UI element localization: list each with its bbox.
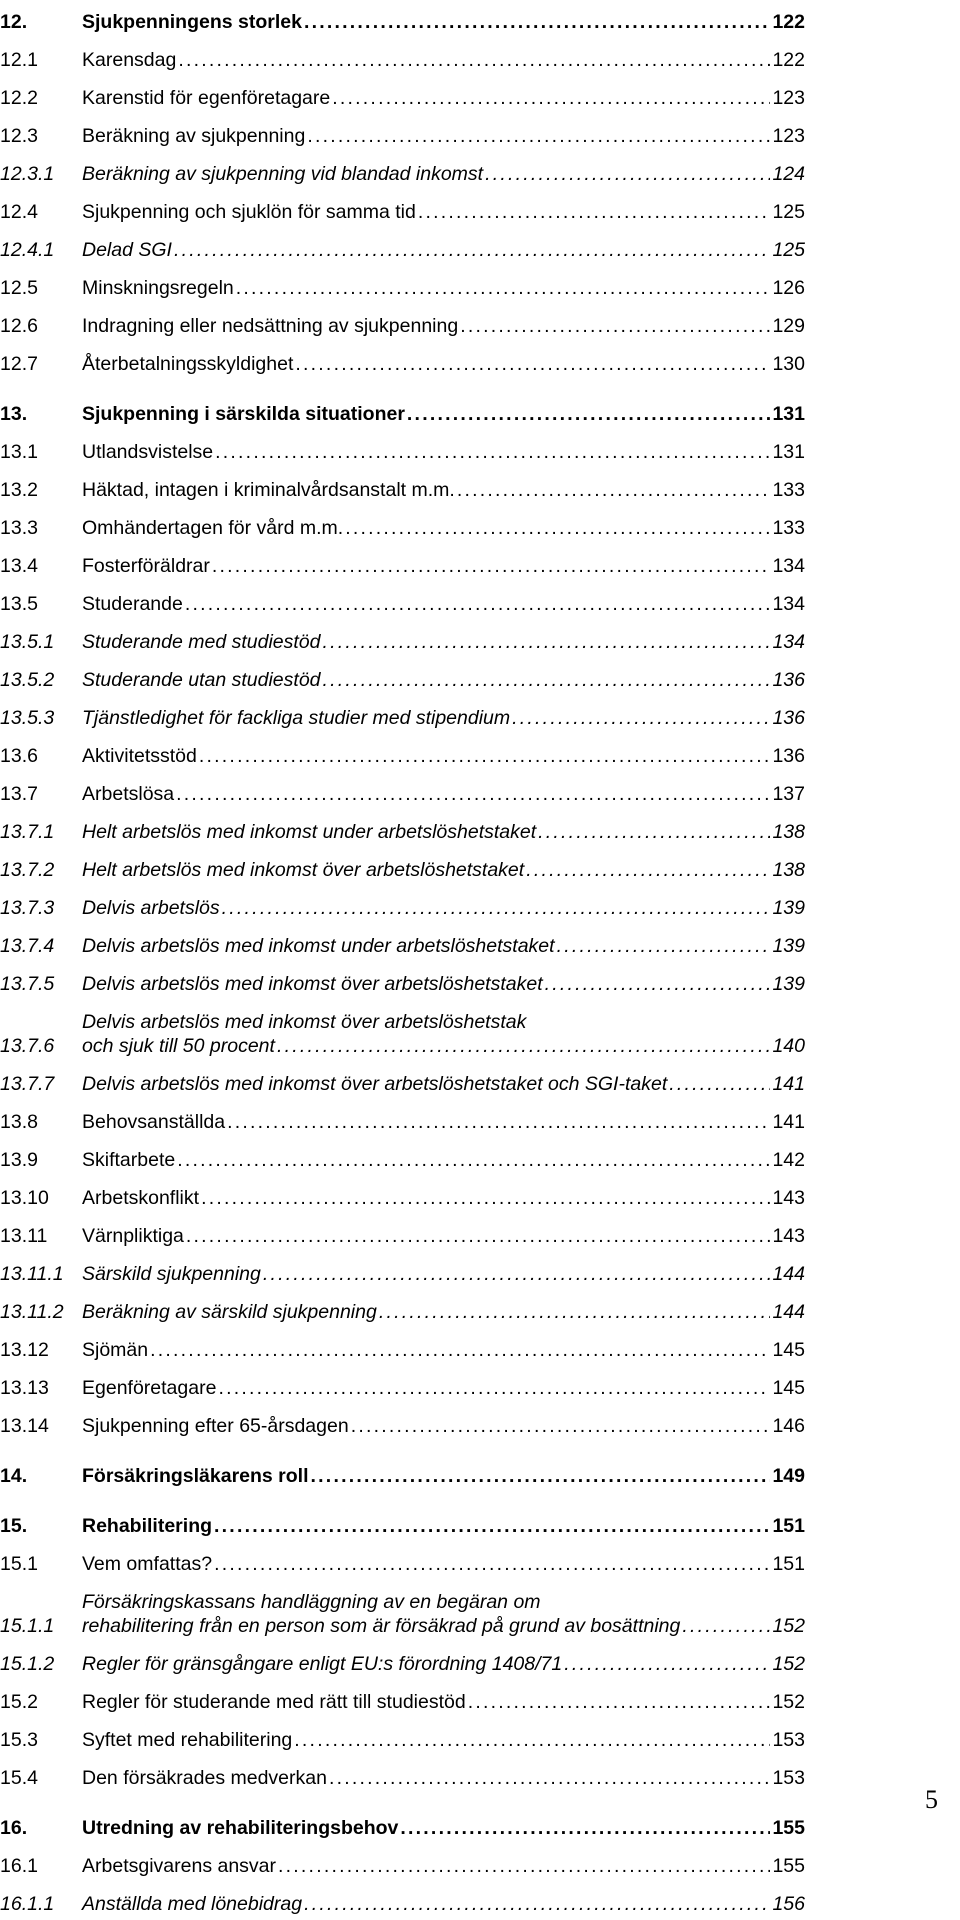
toc-dot-leader	[304, 10, 770, 34]
toc-entry-page: 156	[772, 1893, 805, 1915]
toc-entry-title: Helt arbetslös med inkomst under arbetslöshetstaket	[82, 821, 537, 843]
toc-dot-leader	[460, 314, 770, 338]
toc-entry-page: 123	[772, 87, 805, 109]
toc-entry-page: 149	[772, 1465, 805, 1487]
toc-entry-title-continued: rehabilitering från en person som är försäkrad på grund av bosättning	[82, 1615, 681, 1637]
toc-entry-page: 134	[772, 555, 805, 577]
toc-entry-title: Arbetslösa	[82, 783, 175, 805]
toc-entry-number: 15.	[0, 1515, 28, 1537]
toc-entry-page: 136	[772, 745, 805, 767]
toc-entry-number: 13.2	[0, 479, 38, 501]
toc-entry[interactable]	[0, 1718, 805, 1756]
toc-entry-page: 139	[772, 935, 805, 957]
toc-entry-title: Sjömän	[82, 1339, 149, 1361]
toc-entry-number: 16.1.1	[0, 1893, 55, 1915]
toc-dot-leader	[304, 1892, 770, 1916]
toc-entry-number: 13.5.2	[0, 669, 55, 691]
toc-entry[interactable]	[0, 1062, 805, 1100]
toc-dot-leader	[538, 820, 770, 844]
toc-dot-leader	[457, 478, 771, 502]
toc-entry[interactable]	[0, 696, 805, 734]
toc-entry-number: 13.7.4	[0, 935, 55, 957]
toc-entry-page: 133	[772, 517, 805, 539]
toc-entry-page: 144	[772, 1301, 805, 1323]
toc-entry-page: 134	[772, 631, 805, 653]
toc-entry[interactable]	[0, 1454, 805, 1492]
toc-entry-number: 13.11	[0, 1225, 48, 1247]
toc-entry[interactable]	[0, 582, 805, 620]
toc-entry-number: 13.7.3	[0, 897, 55, 919]
toc-entry[interactable]	[0, 152, 805, 190]
toc-dot-leader	[185, 592, 771, 616]
toc-dot-leader	[177, 1148, 770, 1172]
toc-entry[interactable]	[0, 190, 805, 228]
toc-dot-leader	[564, 1652, 770, 1676]
toc-entry[interactable]	[0, 1642, 805, 1680]
toc-entry-number: 15.1.1	[0, 1615, 55, 1637]
toc-dot-leader	[418, 200, 771, 224]
toc-entry-page: 146	[772, 1415, 805, 1437]
toc-dot-leader	[214, 1552, 770, 1576]
toc-entry-page: 133	[772, 479, 805, 501]
toc-dot-leader	[307, 124, 770, 148]
toc-entry-page: 155	[772, 1817, 805, 1839]
toc-entry-number: 13.	[0, 403, 28, 425]
toc-entry-title: Skiftarbete	[82, 1149, 176, 1171]
toc-entry-title: Delad SGI	[82, 239, 172, 261]
toc-entry-page: 141	[772, 1111, 805, 1133]
toc-dot-leader	[227, 1110, 770, 1134]
toc-entry-title: Delvis arbetslös med inkomst under arbetslöshetstaket	[82, 935, 555, 957]
toc-entry-number: 12.4.1	[0, 239, 55, 261]
toc-entry-number: 15.4	[0, 1767, 38, 1789]
toc-dot-leader	[295, 352, 770, 376]
toc-entry-title: Regler för studerande med rätt till studiestöd	[82, 1691, 466, 1713]
toc-dot-leader	[186, 1224, 771, 1248]
toc-entry-title: Karenstid för egenföretagare	[82, 87, 331, 109]
toc-entry[interactable]	[0, 228, 805, 266]
toc-dot-leader	[222, 896, 771, 920]
toc-entry[interactable]	[0, 1252, 805, 1290]
toc-entry-title: Aktivitetsstöd	[82, 745, 197, 767]
toc-entry-title: Studerande med studiestöd	[82, 631, 321, 653]
toc-entry-title: Delvis arbetslös	[82, 897, 220, 919]
toc-entry-page: 139	[772, 897, 805, 919]
toc-entry-number: 13.11.1	[0, 1263, 64, 1285]
toc-entry-title: Sjukpenning i särskilda situationer	[82, 403, 405, 425]
toc-entry[interactable]	[0, 266, 805, 304]
toc-entry-title: Syftet med rehabilitering	[82, 1729, 293, 1751]
toc-entry-number: 15.1.2	[0, 1653, 55, 1675]
toc-dot-leader	[468, 1690, 771, 1714]
toc-entry-number: 13.10	[0, 1187, 49, 1209]
toc-entry[interactable]	[0, 392, 805, 430]
toc-entry-title: Delvis arbetslös med inkomst över arbetslöshetstak	[82, 1011, 527, 1033]
toc-entry-number: 14.	[0, 1465, 28, 1487]
toc-entry-page: 122	[772, 49, 805, 71]
toc-dot-leader	[263, 1262, 771, 1286]
toc-entry-number: 12.1	[0, 49, 38, 71]
toc-entry-title: Rehabilitering	[82, 1515, 213, 1537]
toc-entry[interactable]	[0, 734, 805, 772]
toc-entry-number: 13.5.1	[0, 631, 55, 653]
toc-entry-title: Den försäkrades medverkan	[82, 1767, 327, 1789]
toc-entry[interactable]	[0, 0, 805, 38]
toc-entry-page: 129	[772, 315, 805, 337]
toc-dot-leader	[212, 554, 771, 578]
toc-entry-title: Tjänstledighet för fackliga studier med stipendium	[82, 707, 511, 729]
toc-entry-title: Utlandsvistelse	[82, 441, 214, 463]
toc-entry-page: 125	[772, 239, 805, 261]
toc-entry-number: 15.1	[0, 1553, 38, 1575]
toc-entry-number: 12.7	[0, 353, 38, 375]
toc-entry-title: Fosterföräldrar	[82, 555, 210, 577]
toc-entry-title: Sjukpenning och sjuklön för samma tid	[82, 201, 416, 223]
toc-entry-title: Utredning av rehabiliteringsbehov	[82, 1817, 399, 1839]
toc-dot-leader	[545, 972, 771, 996]
toc-entry-number: 13.1	[0, 441, 38, 463]
toc-entry-title: Delvis arbetslös med inkomst över arbetslöshetstaket och SGI-taket	[82, 1073, 668, 1095]
toc-entry-number: 13.12	[0, 1339, 49, 1361]
toc-entry-number: 13.7.5	[0, 973, 55, 995]
toc-dot-leader	[199, 744, 771, 768]
toc-entry[interactable]	[0, 38, 805, 76]
toc-entry[interactable]	[0, 1138, 805, 1176]
toc-entry[interactable]	[0, 506, 805, 544]
toc-entry[interactable]	[0, 810, 805, 848]
toc-entry-page: 152	[772, 1615, 805, 1637]
toc-entry[interactable]	[0, 76, 805, 114]
toc-entry-number: 13.8	[0, 1111, 38, 1133]
toc-dot-leader	[218, 1376, 770, 1400]
toc-entry-page: 136	[772, 707, 805, 729]
toc-entry-title: Sjukpenningens storlek	[82, 11, 302, 33]
toc-entry-title: Indragning eller nedsättning av sjukpenning	[82, 315, 459, 337]
toc-dot-leader	[669, 1072, 770, 1096]
toc-entry-page: 137	[772, 783, 805, 805]
toc-entry-page: 151	[772, 1553, 805, 1575]
toc-dot-leader	[407, 402, 771, 426]
toc-entry-page: 153	[772, 1729, 805, 1751]
toc-dot-leader	[345, 516, 770, 540]
toc-entry[interactable]	[0, 342, 805, 380]
toc-entry-page: 152	[772, 1691, 805, 1713]
toc-entry[interactable]	[0, 1000, 805, 1062]
toc-entry-number: 13.5	[0, 593, 38, 615]
toc-entry-page: 124	[772, 163, 805, 185]
toc-dot-leader	[174, 238, 770, 262]
toc-entry-page: 131	[772, 403, 805, 425]
toc-entry[interactable]	[0, 1580, 805, 1642]
toc-dot-leader	[214, 1514, 770, 1538]
toc-entry-title: Beräkning av särskild sjukpenning	[82, 1301, 377, 1323]
toc-entry-number: 13.7	[0, 783, 38, 805]
toc-entry-page: 138	[772, 859, 805, 881]
toc-entry-title: Egenföretagare	[82, 1377, 217, 1399]
toc-entry-page: 139	[772, 973, 805, 995]
toc-dot-leader	[329, 1766, 771, 1790]
toc-entry-number: 13.3	[0, 517, 38, 539]
page-number: 5	[925, 1785, 938, 1814]
toc-entry[interactable]	[0, 658, 805, 696]
toc-dot-leader	[323, 668, 771, 692]
toc-dot-leader	[278, 1854, 770, 1878]
toc-entry[interactable]	[0, 962, 805, 1000]
toc-entry-number: 13.7.6	[0, 1035, 55, 1057]
toc-entry-page: 143	[772, 1225, 805, 1247]
toc-dot-leader	[379, 1300, 771, 1324]
toc-entry[interactable]	[0, 1328, 805, 1366]
toc-entry[interactable]	[0, 620, 805, 658]
toc-entry-page: 134	[772, 593, 805, 615]
toc-dot-leader	[332, 86, 770, 110]
toc-entry[interactable]	[0, 1756, 805, 1794]
toc-entry-title: Sjukpenning efter 65-årsdagen	[82, 1415, 349, 1437]
toc-dot-leader	[215, 440, 770, 464]
toc-entry-page: 144	[772, 1263, 805, 1285]
toc-entry-number: 16.1	[0, 1855, 38, 1877]
toc-entry[interactable]	[0, 1366, 805, 1404]
toc-entry-title: Studerande utan studiestöd	[82, 669, 321, 691]
toc-entry-number: 12.2	[0, 87, 38, 109]
toc-dot-leader	[176, 782, 770, 806]
toc-dot-leader	[236, 276, 771, 300]
toc-dot-leader	[311, 1464, 771, 1488]
toc-entry[interactable]	[0, 1100, 805, 1138]
toc-dot-leader	[485, 162, 770, 186]
toc-entry-title: Värnpliktiga	[82, 1225, 184, 1247]
toc-entry-title: Beräkning av sjukpenning	[82, 125, 306, 147]
toc-entry[interactable]	[0, 1844, 805, 1882]
toc-entry[interactable]	[0, 1504, 805, 1542]
toc-entry-number: 12.6	[0, 315, 38, 337]
toc-dot-leader	[400, 1816, 770, 1840]
toc-entry-page: 145	[772, 1339, 805, 1361]
toc-entry[interactable]	[0, 1290, 805, 1328]
toc-entry[interactable]	[0, 304, 805, 342]
toc-entry-title-continued: och sjuk till 50 procent	[82, 1035, 275, 1057]
toc-entry-number: 15.2	[0, 1691, 38, 1713]
toc-dot-leader	[682, 1614, 770, 1638]
toc-entry-title: Särskild sjukpenning	[82, 1263, 261, 1285]
toc-entry-number: 13.14	[0, 1415, 49, 1437]
toc-entry-number: 15.3	[0, 1729, 38, 1751]
toc-dot-leader	[294, 1728, 770, 1752]
toc-entry-title: Häktad, intagen i kriminalvårdsanstalt m.m.	[82, 479, 455, 501]
toc-entry-page: 122	[772, 11, 805, 33]
toc-entry-number: 13.7.7	[0, 1073, 55, 1095]
toc-entry-number: 13.11.2	[0, 1301, 64, 1323]
toc-entry-title: Minskningsregeln	[82, 277, 234, 299]
toc-dot-leader	[351, 1414, 771, 1438]
toc-entry-title: Arbetsgivarens ansvar	[82, 1855, 277, 1877]
toc-entry-number: 13.4	[0, 555, 38, 577]
toc-entry-page: 155	[772, 1855, 805, 1877]
toc-entry-number: 12.3	[0, 125, 38, 147]
toc-entry-page: 151	[772, 1515, 805, 1537]
toc-entry[interactable]	[0, 924, 805, 962]
toc-entry[interactable]	[0, 1680, 805, 1718]
toc-entry[interactable]	[0, 1806, 805, 1844]
toc-entry[interactable]	[0, 468, 805, 506]
toc-entry-title: Regler för gränsgångare enligt EU:s förordning 1408/71	[82, 1653, 563, 1675]
toc-entry-page: 140	[772, 1035, 805, 1057]
toc-entry[interactable]	[0, 848, 805, 886]
toc-entry[interactable]	[0, 1882, 805, 1920]
toc-entry-page: 131	[772, 441, 805, 463]
toc-entry-title: Försäkringsläkarens roll	[82, 1465, 309, 1487]
toc-dot-leader	[201, 1186, 770, 1210]
toc-entry-title: Arbetskonflikt	[82, 1187, 200, 1209]
toc-dot-leader	[323, 630, 771, 654]
toc-entry-page: 143	[772, 1187, 805, 1209]
toc-entry-page: 142	[772, 1149, 805, 1171]
toc-entry[interactable]	[0, 1542, 805, 1580]
toc-entry-title: Helt arbetslös med inkomst över arbetslöshetstaket	[82, 859, 525, 881]
toc-entry-title: Studerande	[82, 593, 183, 615]
toc-entry[interactable]	[0, 1176, 805, 1214]
toc-dot-leader	[526, 858, 770, 882]
toc-entry[interactable]	[0, 886, 805, 924]
toc-entry-title: Försäkringskassans handläggning av en begäran om	[82, 1591, 541, 1613]
toc-entry-number: 12.4	[0, 201, 38, 223]
toc-entry[interactable]	[0, 114, 805, 152]
toc-entry-page: 130	[772, 353, 805, 375]
toc-entry-page: 145	[772, 1377, 805, 1399]
toc-entry-page: 152	[772, 1653, 805, 1675]
toc-entry-page: 136	[772, 669, 805, 691]
toc-entry-title: Delvis arbetslös med inkomst över arbetslöshetstaket	[82, 973, 543, 995]
toc-entry-number: 13.5.3	[0, 707, 55, 729]
toc-entry-number: 13.6	[0, 745, 38, 767]
toc-entry-page: 125	[772, 201, 805, 223]
toc-entry-title: Anställda med lönebidrag	[82, 1893, 303, 1915]
toc-entry-number: 12.	[0, 11, 28, 33]
toc-entry-number: 13.13	[0, 1377, 49, 1399]
toc-dot-leader	[557, 934, 771, 958]
toc-entry-title: Omhändertagen för vård m.m.	[82, 517, 344, 539]
toc-entry[interactable]	[0, 430, 805, 468]
toc-entry-number: 13.9	[0, 1149, 38, 1171]
toc-dot-leader	[512, 706, 770, 730]
toc-entry-number: 16.	[0, 1817, 28, 1839]
toc-entry[interactable]	[0, 772, 805, 810]
toc-entry-page: 153	[772, 1767, 805, 1789]
toc-entry-page: 123	[772, 125, 805, 147]
toc-entry-number: 12.3.1	[0, 163, 55, 185]
toc-entry-page: 141	[772, 1073, 805, 1095]
toc-entry-page: 126	[772, 277, 805, 299]
toc-entry[interactable]	[0, 1214, 805, 1252]
toc-entry-title: Återbetalningsskyldighet	[82, 353, 294, 375]
toc-entry-number: 12.5	[0, 277, 38, 299]
toc-entry-number: 13.7.1	[0, 821, 55, 843]
toc-dot-leader	[277, 1034, 771, 1058]
toc-entry-title: Behovsanställda	[82, 1111, 226, 1133]
toc-dot-leader	[178, 48, 770, 72]
toc-entry-number: 13.7.2	[0, 859, 55, 881]
toc-entry-title: Karensdag	[82, 49, 177, 71]
toc-entry[interactable]	[0, 544, 805, 582]
toc-entry[interactable]	[0, 1404, 805, 1442]
toc-entry-title: Beräkning av sjukpenning vid blandad inkomst	[82, 163, 484, 185]
toc-entry-page: 138	[772, 821, 805, 843]
toc-dot-leader	[150, 1338, 770, 1362]
toc-entry-title: Vem omfattas?	[82, 1553, 213, 1575]
